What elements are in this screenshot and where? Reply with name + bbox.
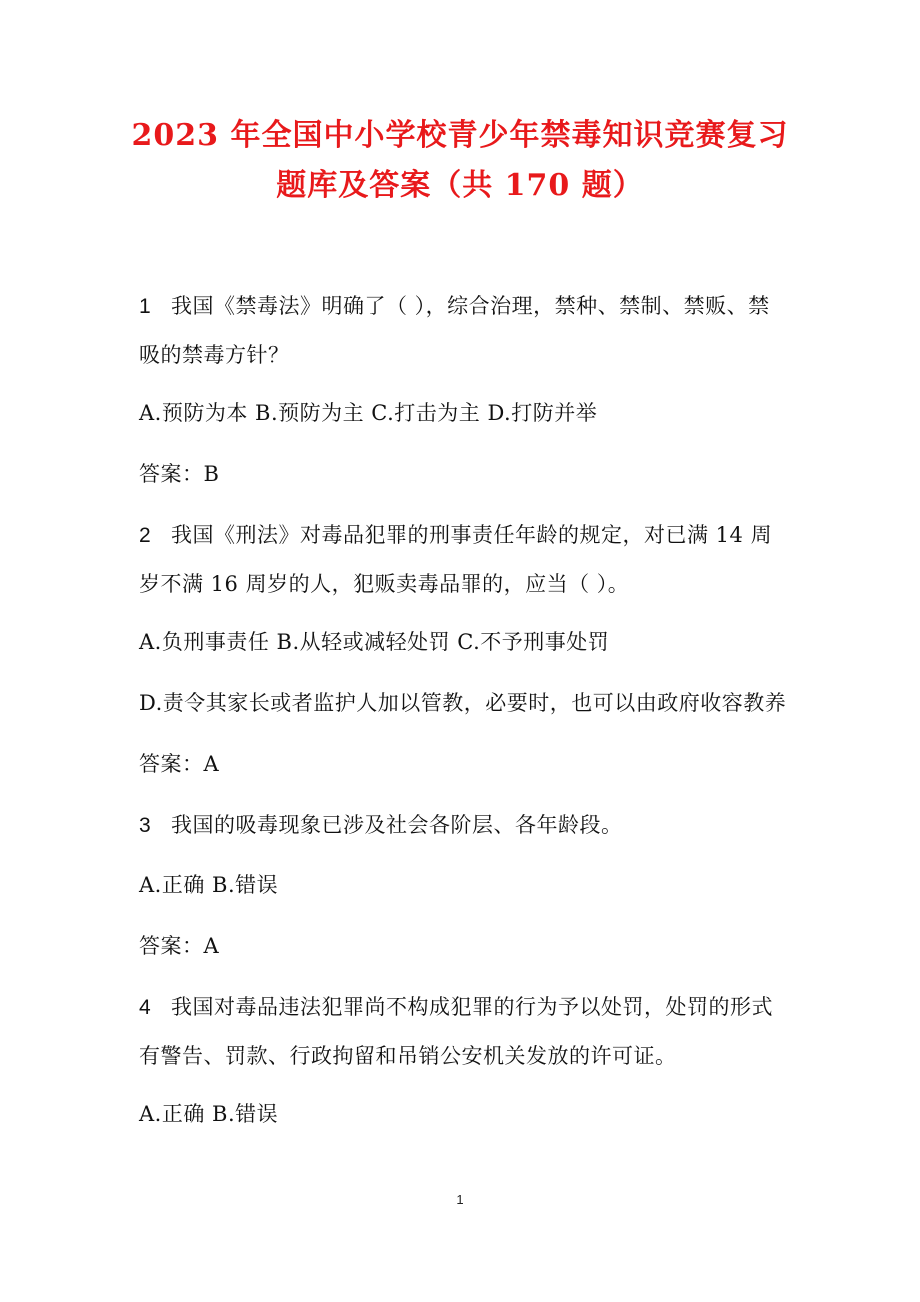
- question-2-options-2: D.责令其家长或者监护人加以管教，必要时，也可以由政府收容教养: [139, 691, 787, 715]
- question-1-line1: [139, 291, 789, 322]
- document-title-line1: 2023 年全国中小学校青少年禁毒知识竞赛复习: [131, 118, 789, 153]
- question-1-answer: 答案：B: [139, 462, 220, 486]
- question-3-answer: 答案：A: [139, 934, 220, 958]
- question-4-options: A.正确 B.错误: [139, 1102, 279, 1126]
- question-3-options: A.正确 B.错误: [139, 873, 279, 897]
- question-2-number: 2: [139, 524, 152, 547]
- question-2-answer: 答案：A: [139, 752, 220, 776]
- page-number: 1: [456, 1192, 464, 1207]
- question-2-options-1: A.负刑事责任 B.从轻或减轻处罚 C.不予刑事处罚: [139, 630, 610, 654]
- question-1-options: A.预防为本 B.预防为主 C.打击为主 D.打防并举: [139, 401, 598, 425]
- question-1-text: 我国《禁毒法》明确了（ ），综合治理，禁种、禁制、禁贩、禁: [171, 294, 770, 318]
- question-3-text: 我国的吸毒现象已涉及社会各阶层、各年龄段。: [171, 813, 623, 837]
- question-4-number: 4: [139, 996, 152, 1019]
- question-1-line2: 吸的禁毒方针？: [139, 343, 290, 367]
- question-4-line1: [139, 992, 789, 1023]
- question-2-line1: [139, 520, 789, 551]
- question-2-line2: 岁不满 16 周岁的人，犯贩卖毒品罪的，应当（ ）。: [139, 572, 630, 596]
- question-3-number: 3: [139, 814, 152, 837]
- question-4-text: 我国对毒品违法犯罪尚不构成犯罪的行为予以处罚，处罚的形式: [171, 995, 773, 1019]
- question-4-line2: 有警告、罚款、行政拘留和吊销公安机关发放的许可证。: [139, 1044, 677, 1068]
- question-1-number: 1: [139, 295, 152, 318]
- question-3-line1: [139, 810, 789, 841]
- question-2-text: 我国《刑法》对毒品犯罪的刑事责任年龄的规定，对已满 14 周: [171, 523, 773, 547]
- document-title-line2: 题库及答案（共 170 题）: [276, 168, 644, 203]
